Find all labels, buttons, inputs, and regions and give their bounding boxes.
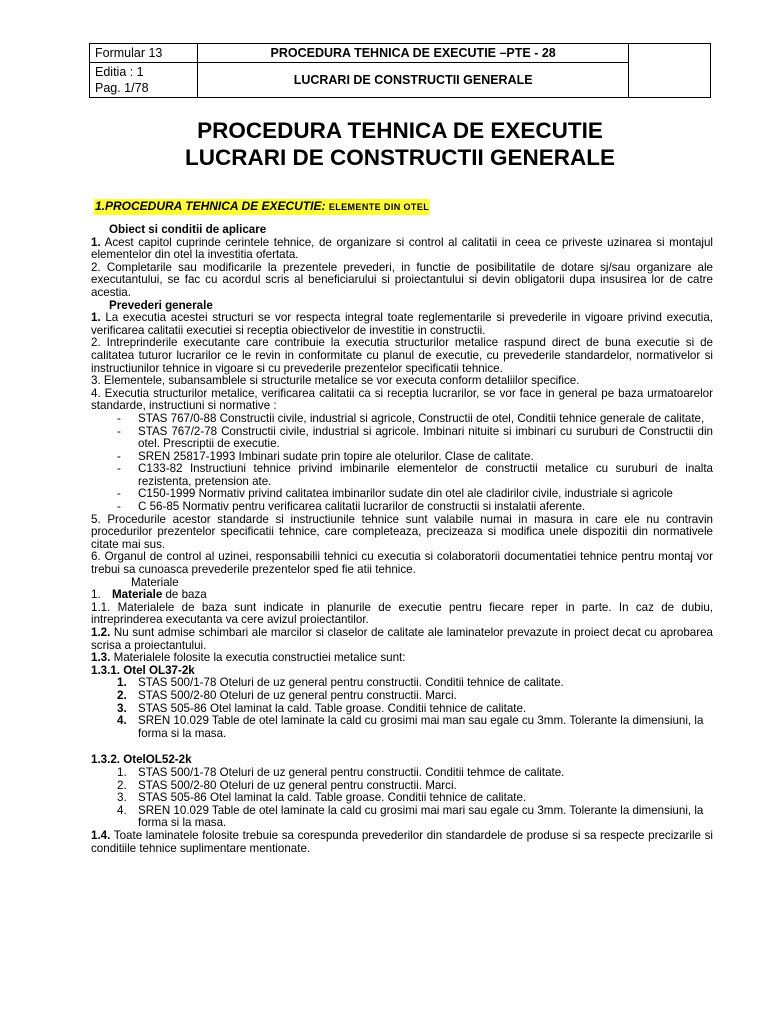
list-dash: - bbox=[117, 424, 121, 438]
obiect-paragraph-2: 2. Completarile sau modificarile la prezentele prevederi, in functie de posibilitatile de dotare sj/sau organizare ale executantului, se fac cu acordul scris al beneficiarului si proiectantului si devin obligatorii dupa insusirea lor de catre acestia. bbox=[91, 260, 713, 299]
obiect-paragraph-1 bbox=[91, 237, 713, 262]
prevederi-p1-text: La executia acestei structuri se vor respecta integral toate reglementarile si prevederile in vigoare privind executia, verificarea calitatii executiei si receptia obiectivelor de investitie in constructii. bbox=[91, 311, 713, 337]
item-text: SREN 10.029 Table de otel laminate la cald cu grosimi mai mari sau egale cu 3mm. Tolerante la dimensiuni, la forma si la masa. bbox=[138, 803, 704, 830]
list-dash: - bbox=[117, 462, 121, 476]
materiale-p12-number: 1.2. bbox=[91, 626, 111, 639]
standards-item-text: STAS 767/2-78 Constructii civile, industrial si agricole. Imbinari nituite si imbinari cu suruburi de Constructii din otel. Prescriptii de executie. bbox=[138, 424, 713, 451]
header-editia: Editia : 1 bbox=[95, 65, 144, 79]
item-text: STAS 505-86 Otel laminat la cald. Table groase. Conditii tehnice de calitate. bbox=[138, 701, 527, 715]
prevederi-p1-number: 1. bbox=[91, 311, 101, 325]
materiale-sub-number: 1. bbox=[91, 588, 101, 602]
item-number: 4. bbox=[117, 803, 127, 817]
otel-ol37-item bbox=[91, 715, 713, 740]
prevederi-paragraph-4: 4. Executia structurilor metalice, verificarea calitatii ca si receptia lucrarilor, se vor face in general pe baza urmatoarelor standarde, instructiuni si normative : bbox=[91, 386, 713, 413]
materiale-p14-number: 1.4. bbox=[91, 828, 111, 842]
prevederi-paragraph-5: 5. Procedurile acestor standarde si instructiunile tehnice sunt valabile numai in masura in care ele nu contravin procedurilor prezentelor specificatii tehnice, care completeaza, precizeaza si modifica unele dispozitii din normativele citate mai sus. bbox=[91, 512, 713, 551]
section-heading-small: ELEMENTE DIN OTEL bbox=[328, 202, 430, 212]
standards-item-text: C133-82 Instructiuni tehnice privind imbinarile elementelor de constructii metalice cu suruburi de inalta rezistenta, pretension ate. bbox=[138, 462, 713, 488]
list-dash: - bbox=[117, 449, 121, 463]
subsection-1-3-2: 1.3.2. OtelOL52-2k bbox=[91, 753, 192, 767]
materiale-p13-number: 1.3. bbox=[91, 651, 111, 665]
standards-list-item bbox=[91, 501, 713, 514]
list-dash: - bbox=[117, 487, 121, 501]
obiect-p1-text: Acest capitol cuprinde cerintele tehnice, de organizare si control al calitatii in ceea ce priveste uzinarea si montajul elementelor din otel la investitia ofertata. bbox=[91, 235, 713, 262]
standards-item-text: SREN 25817-1993 Imbinari sudate prin topire ale otelurilor. Clase de calitate. bbox=[138, 449, 534, 463]
document-body bbox=[91, 224, 713, 855]
item-number: 2. bbox=[117, 688, 127, 702]
item-text: STAS 500/2-80 Oteluri de uz general pentru constructii. Marci. bbox=[138, 688, 457, 702]
item-number: 4. bbox=[117, 714, 127, 728]
header-pag: Pag. 1/78 bbox=[95, 81, 149, 95]
obiect-heading: Obiect si conditii de aplicare bbox=[109, 223, 267, 236]
item-number: 3. bbox=[117, 701, 127, 715]
materiale-paragraph-1-4 bbox=[91, 830, 713, 855]
prevederi-heading: Prevederi generale bbox=[109, 298, 213, 312]
item-text: STAS 500/2-80 Oteluri de uz general pentru constructii. Marci. bbox=[138, 778, 457, 792]
prevederi-paragraph-1 bbox=[91, 312, 713, 337]
materiale-heading: Materiale bbox=[131, 575, 179, 589]
item-number: 2. bbox=[117, 778, 127, 792]
materiale-paragraph-1-2 bbox=[91, 627, 713, 652]
materiale-paragraph-1-3 bbox=[91, 652, 713, 665]
header-procedura: PROCEDURA TEHNICA DE EXECUTIE –PTE - 28 bbox=[198, 44, 629, 63]
item-text: STAS 500/1-78 Oteluri de uz general pentru constructii. Conditii tehnice de calitate. bbox=[138, 676, 564, 690]
header-lucrari: LUCRARI DE CONSTRUCTII GENERALE bbox=[198, 63, 629, 98]
materiale-paragraph-1-1: 1.1. Materialele de baza sunt indicate in planurile de executie pentru fiecare reper in parte. In caz de dubiu, intreprinderea executanta va cere avizul proiectantilor. bbox=[91, 600, 713, 627]
prevederi-paragraph-6: 6. Organul de control al uzinei, responsabilii tehnici cu executia si colaboratorii documentatiei tehnice pentru montaj vor trebui sa cunoasca prevederile prezentelor sped fie atii tehnice. bbox=[91, 550, 713, 577]
standards-list-item bbox=[91, 463, 713, 488]
header-empty-cell bbox=[629, 44, 711, 98]
prevederi-paragraph-3: 3. Elementele, subansamblele si structurile metalice se vor executa conform detaliilor specifice. bbox=[91, 374, 580, 388]
page-title bbox=[89, 117, 711, 171]
item-text: STAS 500/1-78 Oteluri de uz general pentru constructii. Conditii tehmce de calitate. bbox=[138, 765, 565, 779]
standards-list-item bbox=[91, 426, 713, 451]
obiect-p1-number: 1. bbox=[91, 235, 101, 249]
item-number: 3. bbox=[117, 791, 127, 805]
item-text: SREN 10.029 Table de otel laminate la cald cu grosimi mai man sau egale cu 3mm. Tolerante la dimensiuni, la forma si la masa. bbox=[138, 714, 704, 740]
materiale-sub-rest: de baza bbox=[162, 588, 207, 602]
section-heading bbox=[94, 199, 430, 215]
item-text: STAS 505-86 Otel laminat la cald. Table groase. Conditii tehnice de calitate. bbox=[138, 791, 527, 805]
materiale-p13-text: Materialele folosite la executia constructiei metalice sunt: bbox=[110, 651, 406, 665]
spacer bbox=[91, 740, 713, 754]
subsection-1-3-1: 1.3.1. Otel OL37-2k bbox=[91, 663, 195, 677]
standards-item-text: C 56-85 Normativ pentru verificarea calitatii lucrarilor de constructii si instalatii aferente. bbox=[138, 500, 586, 514]
materiale-sub-bold: Materiale bbox=[112, 588, 163, 602]
header-formular: Formular 13 bbox=[90, 44, 198, 63]
standards-item-text: C150-1999 Normativ privind calitatea imbinarilor sudate din otel ale cladirilor civile, industriale si agricole bbox=[138, 487, 673, 501]
header-table bbox=[89, 43, 711, 98]
item-number: 1. bbox=[117, 676, 127, 690]
materiale-p12-text: Nu sunt admise schimbari ale marcilor si claselor de calitate ale laminatelor prevazute in proiect decat cu aprobarea scrisa a proiectantului. bbox=[91, 626, 713, 652]
item-number: 1. bbox=[117, 765, 127, 779]
title-line-2: LUCRARI DE CONSTRUCTII GENERALE bbox=[184, 145, 615, 170]
materiale-subheading bbox=[91, 589, 713, 602]
header-edition-page bbox=[90, 63, 198, 98]
list-dash: - bbox=[117, 500, 121, 514]
list-dash: - bbox=[117, 411, 121, 425]
standards-item-text: STAS 767/0-88 Constructii civile, industrial si agricole, Constructii de otel, Conditii tehnice generale de calitate, bbox=[138, 411, 705, 425]
title-line-1: PROCEDURA TEHNICA DE EXECUTIE bbox=[197, 118, 603, 143]
section-heading-main: 1.PROCEDURA TEHNICA DE EXECUTIE: bbox=[95, 199, 326, 213]
otel-ol52-item bbox=[91, 805, 713, 830]
prevederi-paragraph-2: 2. Intreprinderile executante care contribuie la executia structurilor metalice raspund direct de buna executie si de calitatea tuturor lucrarilor ce le revin in conformitate cu planul de executie, cu prevederile standardelor, normativelor si instructiunilor tehnice in vigoare si cu prevederile prezentelor specificatii tehnice. bbox=[91, 336, 713, 375]
materiale-p14-text: Toate laminatele folosite trebuie sa corespunda prevederilor din standardele de produse si sa respecte precizarile si conditiile tehnice suplimentare mentionate. bbox=[91, 828, 713, 855]
